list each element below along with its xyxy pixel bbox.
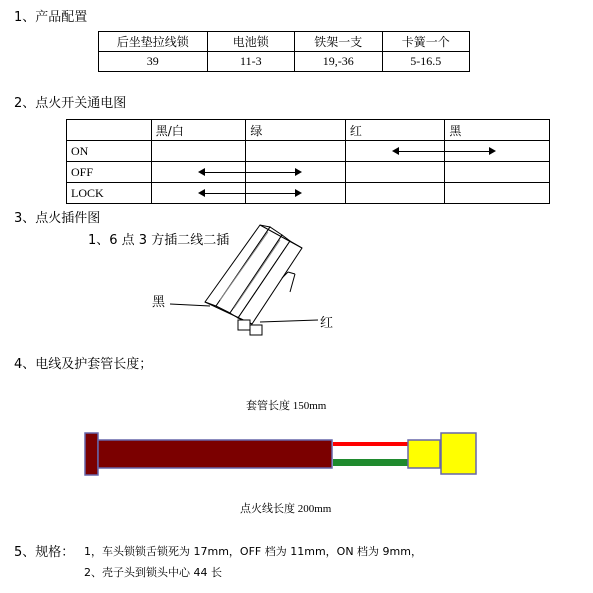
table-cell (445, 141, 550, 162)
sleeve-tube (98, 440, 332, 468)
table-header-cell: 后坐垫拉线锁 (99, 32, 208, 52)
connector-housing-small (408, 440, 440, 468)
leader-line-black (170, 304, 210, 306)
leader-line-red (260, 320, 318, 322)
green-wire (333, 459, 408, 466)
row-label-off: OFF (67, 162, 152, 183)
spec-item-1: 1，车头锁锁舌锁死为 17mm，OFF 档为 11mm，ON 档为 9mm， (84, 545, 422, 558)
table-header-cell: 黑/白 (151, 120, 246, 141)
red-wire (333, 442, 408, 446)
table-cell: 11-3 (207, 52, 294, 72)
table-cell: 19,-36 (295, 52, 382, 72)
table-cell (151, 162, 246, 183)
wire-end-cap (85, 433, 98, 475)
connector-pin (250, 325, 262, 335)
wire-gap (333, 446, 408, 451)
table-header-cell: 黑 (445, 120, 550, 141)
table-header-cell: 红 (345, 120, 445, 141)
product-config-table (98, 31, 470, 72)
connector-housing-large (441, 433, 476, 474)
table-cell (246, 183, 346, 204)
row-label-on: ON (67, 141, 152, 162)
label-red: 红 (320, 316, 334, 331)
table-cell: 5-16.5 (382, 52, 469, 72)
wire-length-label: 点火线长度 200mm (240, 503, 332, 515)
table-row (67, 141, 550, 162)
table-header-cell: 绿 (246, 120, 346, 141)
row-label-lock: LOCK (67, 183, 152, 204)
section1-heading: 1、产品配置 (14, 10, 88, 25)
table-row (67, 183, 550, 204)
table-cell (345, 162, 445, 183)
ignition-switch-table (66, 119, 550, 204)
table-cell (151, 141, 246, 162)
table-cell (445, 183, 550, 204)
table-header-row (99, 32, 470, 52)
wire-harness-diagram (80, 428, 485, 480)
table-cell (445, 162, 550, 183)
table-header-cell: 电池锁 (207, 32, 294, 52)
section2-heading: 2、点火开关通电图 (14, 96, 127, 111)
table-header-cell (67, 120, 152, 141)
section4-heading: 4、电线及护套管长度； (14, 357, 153, 372)
table-cell (345, 183, 445, 204)
section5-heading: 5、规格： (14, 545, 75, 560)
section3-heading: 3、点火插件图 (14, 211, 101, 226)
table-header-row (67, 120, 550, 141)
wire-gap (333, 455, 408, 458)
table-cell (345, 141, 445, 162)
table-row (67, 162, 550, 183)
table-cell (246, 162, 346, 183)
table-cell (246, 141, 346, 162)
spec-item-2: 2、壳子头到锁头中心 44 长 (84, 566, 222, 579)
table-cell: 39 (99, 52, 208, 72)
label-black: 黑 (152, 295, 166, 310)
connector-pin (238, 320, 250, 330)
table-row (99, 52, 470, 72)
table-header-cell: 卡簧一个 (382, 32, 469, 52)
sleeve-length-label: 套管长度 150mm (246, 400, 327, 412)
section3-subheading: 1、6 点 3 方插二线二插 (88, 233, 230, 248)
table-header-cell: 铁架一支 (295, 32, 382, 52)
table-cell (151, 183, 246, 204)
